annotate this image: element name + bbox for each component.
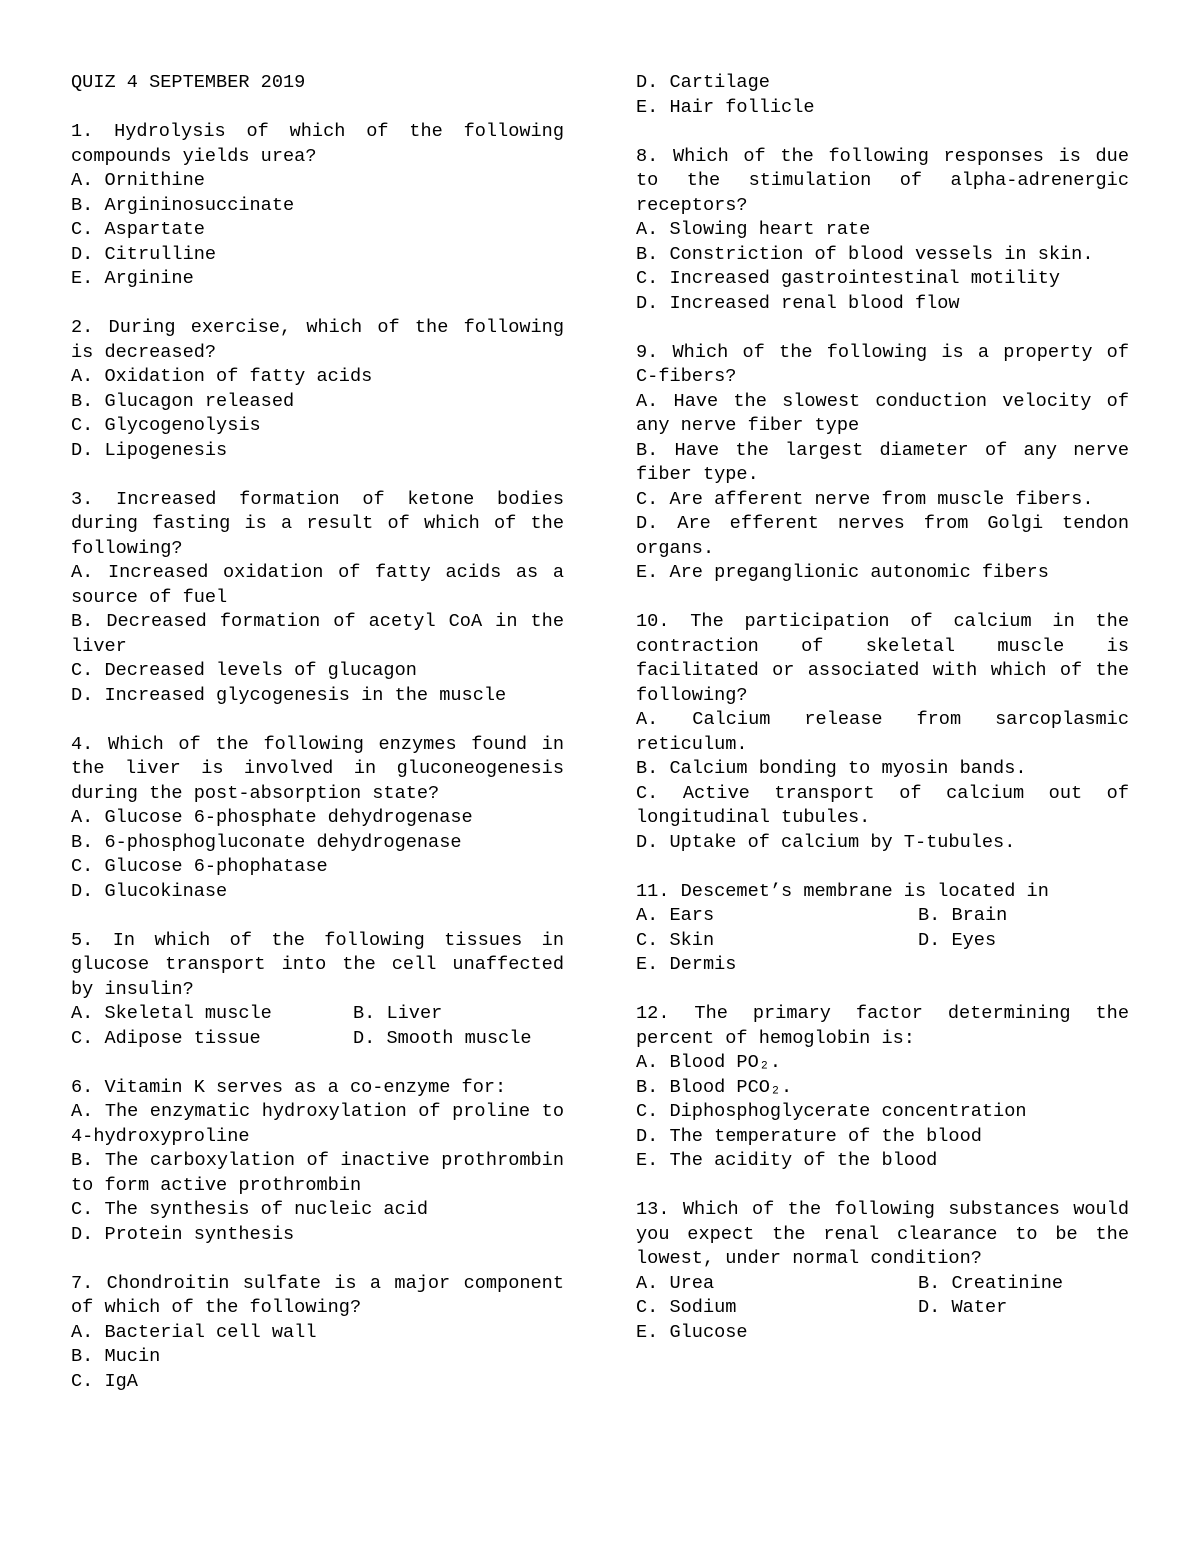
answer-option: E. Hair follicle [636, 96, 815, 118]
answer-option: A. Ornithine [71, 170, 205, 191]
question-text: 13. Which of the following substances would you expect the renal clearance to be the lowest, under normal condition? [636, 1199, 1129, 1269]
answer-option: B. Mucin [71, 1346, 161, 1367]
question-text: 5. In which of the following tissues in glucose transport into the cell unaffected by insulin? [71, 929, 564, 1000]
right-column [636, 71, 1129, 1345]
answer-option: A. Skeletal muscle [71, 1003, 272, 1024]
answer-option: D. Eyes [918, 929, 997, 951]
answer-option: C. Decreased levels of glucagon [71, 660, 417, 681]
question-text: 1. Hydrolysis of which of the following compounds yields urea? [71, 121, 564, 167]
answer-option: D. Citrulline [71, 243, 217, 265]
answer-option: C. Active transport of calcium out of longitudinal tubules. [636, 782, 1129, 828]
answer-option: E. Dermis [636, 954, 737, 975]
answer-options-grid [71, 1002, 564, 1051]
question-text: 2. During exercise, which of the following is decreased? [71, 317, 564, 363]
answer-option: B. Liver [353, 1003, 443, 1024]
answer-option: B. The carboxylation of inactive prothrombin to form active prothrombin [71, 1150, 564, 1196]
answer-option: A. Blood PO₂. [636, 1052, 782, 1073]
question-text: 3. Increased formation of ketone bodies during fasting is a result of which of the following? [71, 488, 564, 559]
answer-option: C. Glycogenolysis [71, 415, 261, 436]
question-8 [636, 145, 1129, 317]
answer-option: D. Smooth muscle [353, 1027, 532, 1049]
question-7-continued [636, 71, 1129, 120]
question-4 [71, 733, 564, 905]
answer-option: D. Protein synthesis [71, 1223, 295, 1245]
answer-option: D. Water [918, 1297, 1008, 1318]
answer-option: B. Have the largest diameter of any nerve fiber type. [636, 439, 1129, 485]
answer-option: C. Adipose tissue [71, 1027, 261, 1049]
question-3 [71, 488, 564, 709]
question-5 [71, 929, 564, 1052]
answer-option: A. Slowing heart rate [636, 219, 871, 240]
question-text: 10. The participation of calcium in the contraction of skeletal muscle is facilitated or associated with which of the following? [636, 611, 1129, 706]
answer-option: A. Bacterial cell wall [71, 1321, 317, 1343]
answer-option: A. Have the slowest conduction velocity of any nerve fiber type [636, 390, 1129, 436]
answer-option: B. Decreased formation of acetyl CoA in the liver [71, 611, 564, 657]
answer-option: D. Are efferent nerves from Golgi tendon organs. [636, 513, 1129, 559]
answer-option: A. Calcium release from sarcoplasmic reticulum. [636, 709, 1129, 755]
question-text: 8. Which of the following responses is due to the stimulation of alpha-adrenergic receptors? [636, 145, 1129, 216]
answer-option: D. Increased glycogenesis in the muscle [71, 684, 507, 706]
answer-option: A. Increased oxidation of fatty acids as a source of fuel [71, 562, 564, 608]
answer-option: C. Sodium [636, 1297, 737, 1318]
answer-option: B. Blood PCO₂. [636, 1076, 793, 1098]
answer-option: D. Cartilage [636, 72, 770, 93]
answer-option: B. Argininosuccinate [71, 194, 295, 216]
answer-option: A. Oxidation of fatty acids [71, 366, 373, 387]
answer-options-grid [636, 904, 1129, 978]
answer-option: B. 6-phosphogluconate dehydrogenase [71, 831, 462, 853]
answer-option: E. The acidity of the blood [636, 1150, 938, 1171]
answer-option: A. Ears [636, 905, 715, 926]
answer-option: E. Arginine [71, 268, 194, 289]
quiz-title: QUIZ 4 SEPTEMBER 2019 [71, 72, 306, 93]
answer-option: D. Increased renal blood flow [636, 292, 960, 314]
answer-option: B. Creatinine [918, 1272, 1064, 1294]
question-7 [71, 1272, 564, 1395]
question-13 [636, 1198, 1129, 1345]
answer-option: B. Calcium bonding to myosin bands. [636, 758, 1027, 779]
answer-option: C. Glucose 6-phophatase [71, 856, 328, 877]
answer-options-grid [636, 1272, 1129, 1346]
question-10 [636, 610, 1129, 855]
answer-option: A. Urea [636, 1272, 715, 1294]
answer-option: C. Increased gastrointestinal motility [636, 268, 1061, 289]
question-12 [636, 1002, 1129, 1174]
question-text: 7. Chondroitin sulfate is a major component of which of the following? [71, 1272, 564, 1318]
answer-option: D. Uptake of calcium by T-tubules. [636, 831, 1016, 853]
answer-option: C. Skin [636, 929, 715, 951]
question-text: 4. Which of the following enzymes found in the liver is involved in gluconeogenesis during the post-absorption state? [71, 733, 564, 804]
question-11 [636, 880, 1129, 978]
answer-option: D. Glucokinase [71, 880, 228, 902]
answer-option: D. The temperature of the blood [636, 1125, 982, 1147]
answer-option: B. Glucagon released [71, 390, 295, 412]
question-1 [71, 120, 564, 292]
answer-option: A. Glucose 6-phosphate dehydrogenase [71, 807, 473, 828]
question-2 [71, 316, 564, 463]
answer-option: C. The synthesis of nucleic acid [71, 1199, 429, 1220]
answer-option: E. Glucose [636, 1321, 748, 1343]
answer-option: B. Constriction of blood vessels in skin. [636, 243, 1094, 265]
answer-option: C. Aspartate [71, 219, 205, 240]
answer-option: A. The enzymatic hydroxylation of proline to 4-hydroxyproline [71, 1101, 564, 1147]
left-column [71, 71, 564, 1394]
question-text: 6. Vitamin K serves as a co-enzyme for: [71, 1076, 507, 1098]
answer-option: C. Diphosphoglycerate concentration [636, 1101, 1027, 1122]
answer-option: C. IgA [71, 1370, 138, 1392]
question-text: 11. Descemet’s membrane is located in [636, 880, 1049, 902]
question-6 [71, 1076, 564, 1248]
answer-option: C. Are afferent nerve from muscle fibers. [636, 488, 1094, 510]
answer-option: B. Brain [918, 905, 1008, 926]
answer-option: E. Are preganglionic autonomic fibers [636, 562, 1049, 583]
question-text: 12. The primary factor determining the percent of hemoglobin is: [636, 1003, 1129, 1049]
question-9 [636, 341, 1129, 586]
question-text: 9. Which of the following is a property of C-fibers? [636, 341, 1129, 387]
answer-option: D. Lipogenesis [71, 439, 228, 461]
